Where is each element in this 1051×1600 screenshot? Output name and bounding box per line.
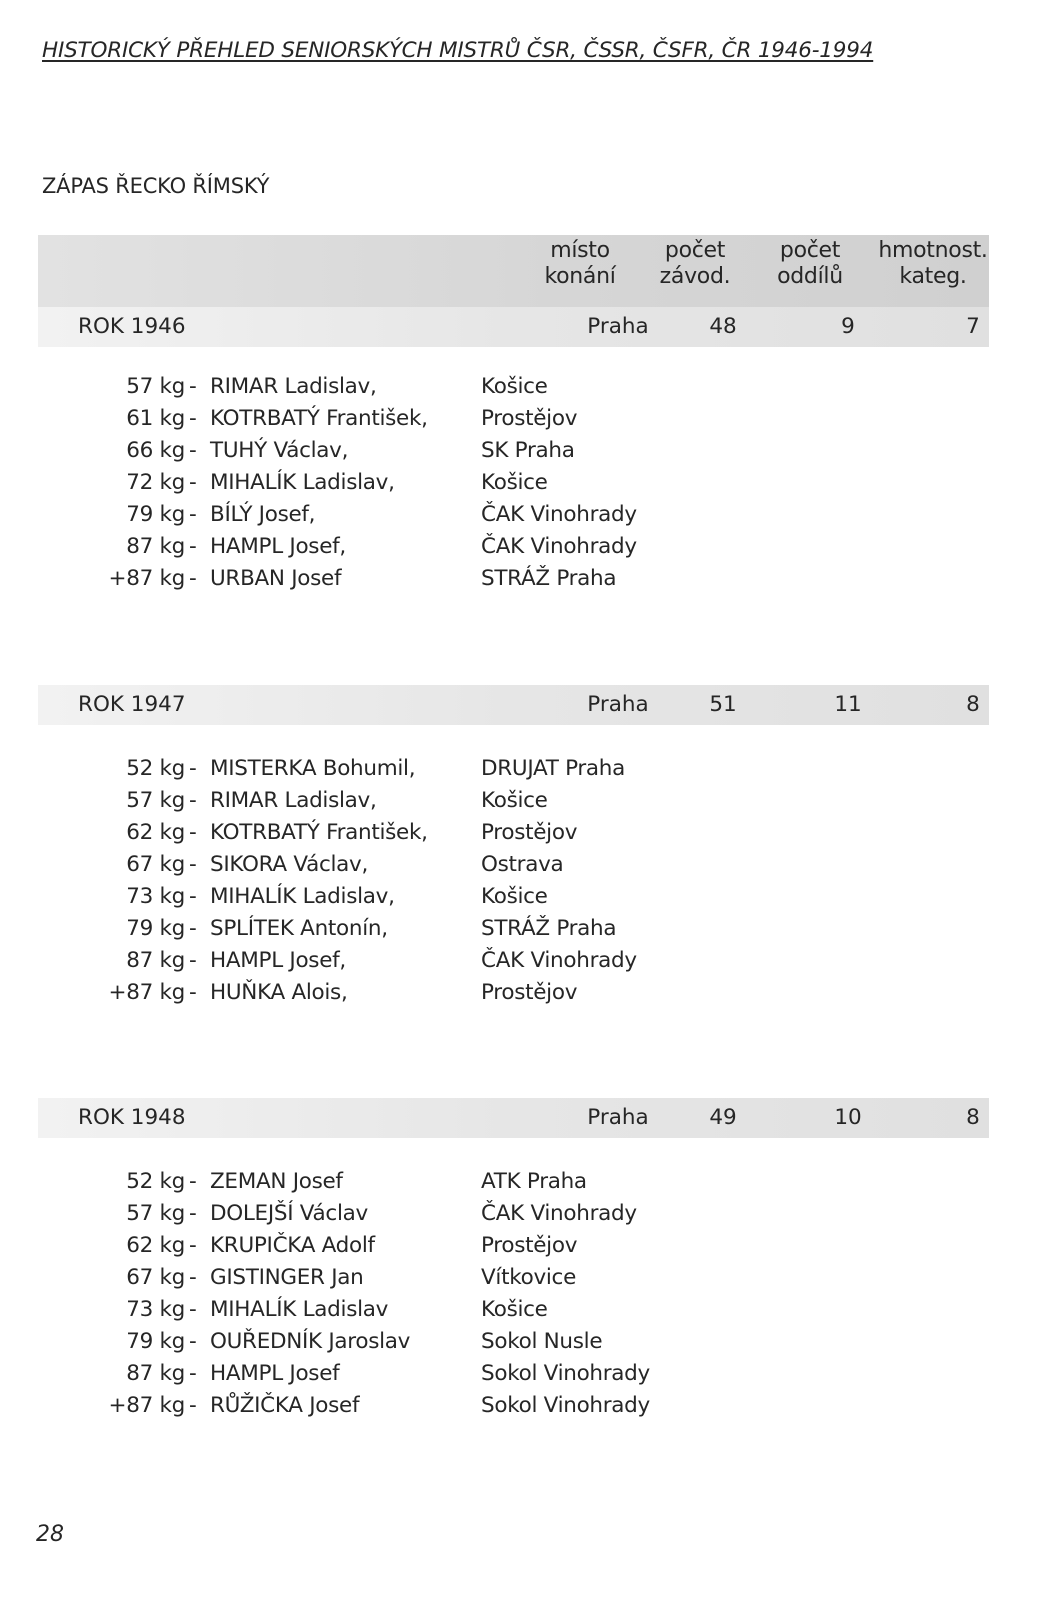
champion-name: URBAN Josef	[210, 566, 342, 591]
champion-club: ČAK Vinohrady	[481, 948, 637, 973]
champion-entry	[0, 849, 1051, 881]
separator: -	[189, 1329, 197, 1354]
separator: -	[189, 1201, 197, 1226]
weight-category: 57 kg	[126, 1201, 185, 1226]
separator: -	[189, 406, 197, 431]
separator: -	[189, 470, 197, 495]
weight-category: 79 kg	[126, 1329, 185, 1354]
champion-club: ATK Praha	[481, 1169, 587, 1194]
champion-name: OUŘEDNÍK Jaroslav	[210, 1329, 411, 1354]
separator: -	[189, 502, 197, 527]
weight-category: 62 kg	[126, 1233, 185, 1258]
year-row-1947	[38, 685, 989, 725]
column-header-competitors-line2: závod.	[659, 264, 731, 289]
champion-entry	[0, 1390, 1051, 1422]
champion-club: DRUJAT Praha	[481, 756, 626, 781]
champion-club: SK Praha	[481, 438, 575, 463]
column-header-categories-line1: hmotnost.	[878, 238, 988, 263]
column-header-place-line1: místo	[550, 238, 610, 263]
separator: -	[189, 1233, 197, 1258]
champion-name: HAMPL Josef,	[210, 948, 346, 973]
year-clubs: 9	[841, 314, 855, 339]
weight-category: 67 kg	[126, 852, 185, 877]
column-header-categories	[868, 238, 998, 290]
column-header-place-line2: konání	[544, 264, 616, 289]
champion-entry	[0, 403, 1051, 435]
separator: -	[189, 948, 197, 973]
column-header-competitors-line1: počet	[664, 238, 726, 263]
champion-entry	[0, 945, 1051, 977]
weight-category: 87 kg	[126, 1361, 185, 1386]
separator: -	[189, 884, 197, 909]
champions-list-1946	[0, 371, 1051, 595]
champion-club: Prostějov	[481, 406, 578, 431]
year-competitors: 49	[709, 1105, 737, 1130]
column-header-competitors	[635, 238, 755, 290]
year-row-1948	[38, 1098, 989, 1138]
champion-club: Prostějov	[481, 1233, 578, 1258]
champion-club: Košice	[481, 884, 548, 909]
year-label: ROK 1947	[78, 692, 186, 717]
weight-category: 79 kg	[126, 916, 185, 941]
champion-club: ČAK Vinohrady	[481, 534, 637, 559]
page-title: HISTORICKÝ PŘEHLED SENIORSKÝCH MISTRŮ ČSR, ČSSR, ČSFR, ČR 1946-1994	[42, 38, 874, 63]
champion-club: Košice	[481, 374, 548, 399]
champion-club: Prostějov	[481, 820, 578, 845]
separator: -	[189, 788, 197, 813]
champion-name: GISTINGER Jan	[210, 1265, 364, 1290]
champion-name: DOLEJŠÍ Václav	[210, 1201, 368, 1226]
weight-category: 79 kg	[126, 502, 185, 527]
weight-category: +87 kg	[108, 980, 185, 1005]
champion-entry	[0, 1198, 1051, 1230]
year-categories: 7	[966, 314, 980, 339]
champion-entry	[0, 753, 1051, 785]
champion-entry	[0, 817, 1051, 849]
column-header-clubs	[750, 238, 870, 290]
separator: -	[189, 534, 197, 559]
champion-name: KOTRBATÝ František,	[210, 820, 428, 845]
separator: -	[189, 438, 197, 463]
separator: -	[189, 980, 197, 1005]
column-header-place	[505, 238, 655, 290]
champion-entry	[0, 1262, 1051, 1294]
weight-category: 87 kg	[126, 534, 185, 559]
champion-club: Sokol Vinohrady	[481, 1393, 650, 1418]
champion-name: ZEMAN Josef	[210, 1169, 343, 1194]
champion-club: Košice	[481, 1297, 548, 1322]
weight-category: +87 kg	[108, 1393, 185, 1418]
champion-club: Košice	[481, 788, 548, 813]
weight-category: 52 kg	[126, 756, 185, 781]
champion-club: Prostějov	[481, 980, 578, 1005]
page-number: 28	[36, 1522, 64, 1547]
champion-club: Ostrava	[481, 852, 564, 877]
separator: -	[189, 1393, 197, 1418]
champion-entry	[0, 371, 1051, 403]
year-label: ROK 1948	[78, 1105, 186, 1130]
weight-category: 52 kg	[126, 1169, 185, 1194]
champion-entry	[0, 1358, 1051, 1390]
separator: -	[189, 756, 197, 781]
weight-category: 57 kg	[126, 788, 185, 813]
champion-name: SPLÍTEK Antonín,	[210, 916, 388, 941]
champion-club: Sokol Nusle	[481, 1329, 603, 1354]
champion-entry	[0, 467, 1051, 499]
year-place: Praha	[587, 1105, 649, 1130]
year-categories: 8	[966, 692, 980, 717]
champion-entry	[0, 977, 1051, 1009]
weight-category: 87 kg	[126, 948, 185, 973]
weight-category: +87 kg	[108, 566, 185, 591]
year-clubs: 10	[834, 1105, 862, 1130]
champions-list-1948	[0, 1166, 1051, 1422]
champion-entry	[0, 881, 1051, 913]
separator: -	[189, 1169, 197, 1194]
weight-category: 62 kg	[126, 820, 185, 845]
champion-name: HAMPL Josef	[210, 1361, 340, 1386]
separator: -	[189, 820, 197, 845]
champions-list-1947	[0, 753, 1051, 1009]
weight-category: 73 kg	[126, 1297, 185, 1322]
champion-name: KOTRBATÝ František,	[210, 406, 428, 431]
champion-name: HUŇKA Alois,	[210, 980, 348, 1005]
weight-category: 72 kg	[126, 470, 185, 495]
column-header-clubs-line1: počet	[779, 238, 841, 263]
separator: -	[189, 852, 197, 877]
champion-entry	[0, 1326, 1051, 1358]
champion-name: RIMAR Ladislav,	[210, 374, 377, 399]
champion-club: ČAK Vinohrady	[481, 1201, 637, 1226]
column-header-clubs-line2: oddílů	[777, 264, 843, 289]
champion-entry	[0, 785, 1051, 817]
champion-club: STRÁŽ Praha	[481, 566, 617, 591]
weight-category: 67 kg	[126, 1265, 185, 1290]
champion-entry	[0, 563, 1051, 595]
champion-name: MIHALÍK Ladislav,	[210, 884, 395, 909]
champion-club: Košice	[481, 470, 548, 495]
champion-name: KRUPIČKA Adolf	[210, 1233, 375, 1258]
separator: -	[189, 566, 197, 591]
champion-name: HAMPL Josef,	[210, 534, 346, 559]
year-competitors: 48	[709, 314, 737, 339]
champion-club: STRÁŽ Praha	[481, 916, 617, 941]
champion-club: ČAK Vinohrady	[481, 502, 637, 527]
champion-name: MIHALÍK Ladislav	[210, 1297, 389, 1322]
section-title: ZÁPAS ŘECKO ŘÍMSKÝ	[42, 174, 270, 198]
weight-category: 73 kg	[126, 884, 185, 909]
champion-name: SIKORA Václav,	[210, 852, 368, 877]
champion-entry	[0, 1230, 1051, 1262]
weight-category: 66 kg	[126, 438, 185, 463]
column-header-categories-line2: kateg.	[899, 264, 967, 289]
separator: -	[189, 1265, 197, 1290]
champion-name: MISTERKA Bohumil,	[210, 756, 416, 781]
champion-club: Vítkovice	[481, 1265, 576, 1290]
champion-entry	[0, 1166, 1051, 1198]
champion-name: BÍLÝ Josef,	[210, 502, 316, 527]
year-label: ROK 1946	[78, 314, 186, 339]
year-row-1946	[38, 307, 989, 347]
weight-category: 57 kg	[126, 374, 185, 399]
champion-entry	[0, 531, 1051, 563]
separator: -	[189, 374, 197, 399]
champion-name: RŮŽIČKA Josef	[210, 1393, 360, 1418]
weight-category: 61 kg	[126, 406, 185, 431]
separator: -	[189, 1297, 197, 1322]
year-place: Praha	[587, 692, 649, 717]
champion-name: TUHÝ Václav,	[210, 438, 349, 463]
champion-entry	[0, 499, 1051, 531]
champion-name: MIHALÍK Ladislav,	[210, 470, 395, 495]
champion-entry	[0, 1294, 1051, 1326]
year-place: Praha	[587, 314, 649, 339]
champion-name: RIMAR Ladislav,	[210, 788, 377, 813]
champion-entry	[0, 913, 1051, 945]
champion-club: Sokol Vinohrady	[481, 1361, 650, 1386]
year-categories: 8	[966, 1105, 980, 1130]
separator: -	[189, 1361, 197, 1386]
champion-entry	[0, 435, 1051, 467]
year-competitors: 51	[709, 692, 737, 717]
year-clubs: 11	[834, 692, 862, 717]
separator: -	[189, 916, 197, 941]
